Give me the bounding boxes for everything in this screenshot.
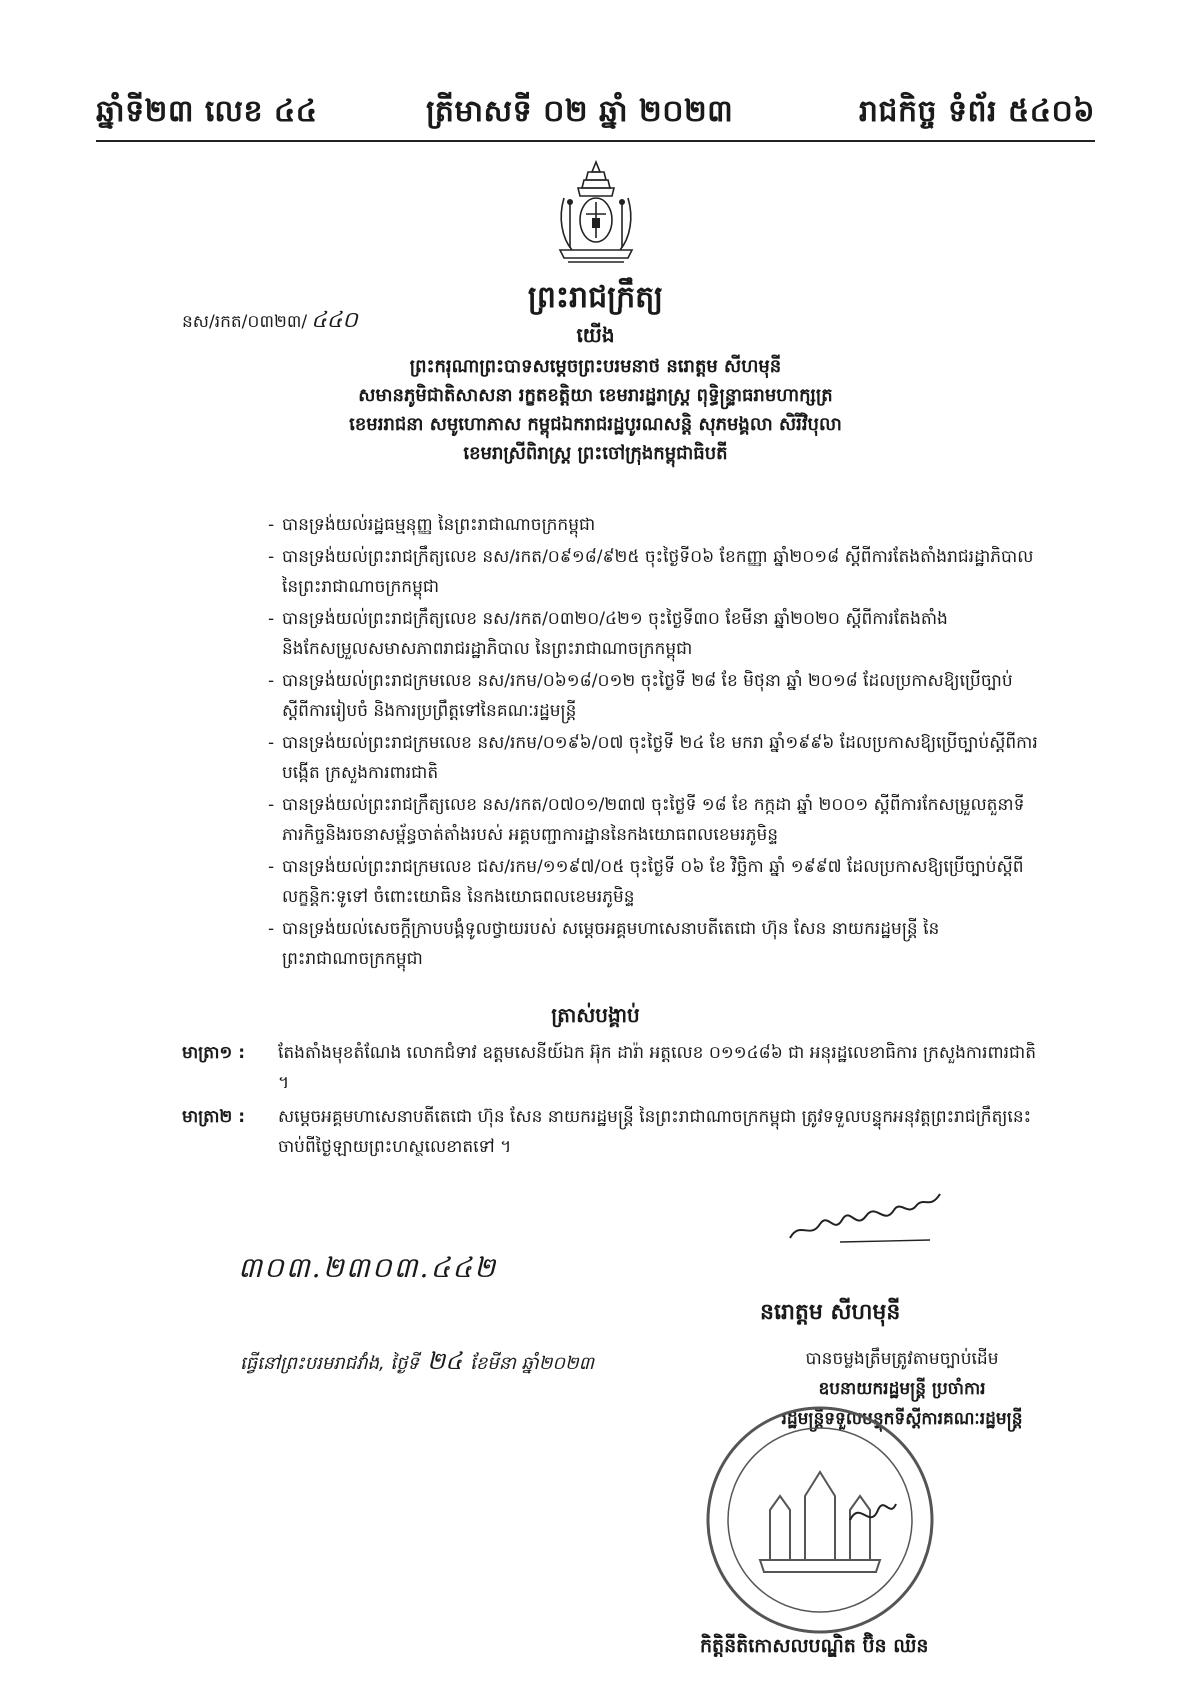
article-label: មាត្រា២ : bbox=[182, 1107, 246, 1127]
cert-line: រដ្ឋមន្ត្រីទទួលបន្ទុកទីស្តីការគណៈរដ្ឋមន្ត្រី bbox=[781, 1409, 1023, 1429]
place-date-suffix: ខែមីនា ឆ្នាំ២០២៣ bbox=[470, 1353, 595, 1374]
recital-item: - បានទ្រង់យល់ព្រះរាជក្រមលេខ ជស/រកម/១១៩៧/០៥ ចុះថ្ងៃទី ០៦ ខែ វិច្ឆិកា ឆ្នាំ ១៩៩៧ ដែលប្រកាសឱ្យប្រើច្បាប់ស្តីពីលក្ខន្តិកៈទូទៅ ចំពោះយោធិន នៃកងយោធពលខេមរភូមិន្ទ bbox=[268, 852, 1038, 912]
gazette-page: រាជកិច្ច ទំព័រ ៥៤០៦ bbox=[858, 94, 1095, 129]
decide-heading: ត្រាស់បង្គាប់ bbox=[551, 1003, 640, 1027]
gazette-quarter: ត្រីមាសទី ០២ ឆ្នាំ ២០២៣ bbox=[426, 94, 734, 129]
royal-signature-icon bbox=[780, 1180, 950, 1250]
recital-item: - បានទ្រង់យល់ព្រះរាជក្រមលេខ នស/រកម/០៦១៨/០១២ ចុះថ្ងៃទី ២៨ ខែ មិថុនា ឆ្នាំ ២០១៨ ដែលប្រកាសឱ្យប្រើច្បាប់ ស្តីពីការរៀបចំ និងការប្រព្រឹត្តទៅនៃគណៈរដ្ឋមន្ត្រី bbox=[268, 666, 1038, 726]
article-1 bbox=[182, 1038, 1042, 1098]
recital-item: - បានទ្រង់យល់ព្រះរាជក្រឹត្យលេខ នស/រកត/០៣២០/៤២១ ចុះថ្ងៃទី៣០ ខែមីនា ឆ្នាំ២០២០ ស្តីពីការតែងតាំង និងកែសម្រួលសមាសភាពរាជរដ្ឋាភិបាល នៃព្រះរាជាណាចក្រកម្ពុជា bbox=[268, 604, 1038, 664]
royal-title-line: ខេមររាជនា សមូហោភាស កម្ពុជឯករាជរដ្ឋបូរណសន្តិ សុភមង្គលា សិរីវិបុលា bbox=[349, 414, 842, 435]
cert-line: ឧបនាយករដ្ឋមន្ត្រី ប្រចាំការ bbox=[818, 1379, 986, 1399]
handwritten-reference: ៣០៣.២៣០៣.៤៤២ bbox=[238, 1251, 498, 1284]
place-date-prefix: ធ្វើនៅព្រះបរមរាជវាំង, ថ្ងៃទី bbox=[240, 1353, 419, 1374]
gazette-year-issue: ឆ្នាំទី២៣ លេខ ៤៤ bbox=[96, 94, 318, 129]
place-date-day: ២៤ bbox=[426, 1347, 463, 1375]
article-label: មាត្រា១ : bbox=[182, 1043, 246, 1063]
place-and-date bbox=[240, 1346, 594, 1381]
recital-item: - បានទ្រង់យល់សេចក្តីក្រាបបង្គំទូលថ្វាយរបស់ សម្តេចអគ្គមហាសេនាបតីតេជោ ហ៊ុន សែន នាយករដ្ឋមន្ត្រី នៃព្រះរាជាណាចក្រកម្ពុជា bbox=[268, 914, 1038, 974]
signer-name: នរោត្តម សីហមុនី bbox=[760, 1300, 901, 1325]
recital-item: - បានទ្រង់យល់ព្រះរាជក្រឹត្យលេខ នស/រកត/០៧០១/២៣៧ ចុះថ្ងៃទី ១៨ ខែ កក្កដា ឆ្នាំ ២០០១ ស្តីពីការកែសម្រួលតួនាទីភារកិច្ចនិងរចនាសម្ព័ន្ធចាត់តាំងរបស់ អគ្គបញ្ជាការដ្ឋាននៃកងយោធពលខេមរភូមិន្ទ bbox=[268, 790, 1038, 850]
decree-number-printed: នស/រកត/០៣២៣/ bbox=[182, 312, 308, 332]
decree-number-handwritten: ៤៤០ bbox=[311, 308, 358, 333]
certifying-official: កិត្តិនីតិកោសលបណ្ឌិត ប៊ិន ឈិន bbox=[700, 1635, 929, 1657]
royal-titles bbox=[0, 352, 1191, 468]
recital-item: - បានទ្រង់យល់ព្រះរាជក្រឹត្យលេខ នស/រកត/០៩១៨/៩២៥ ចុះថ្ងៃទី០៦ ខែកញ្ញា ឆ្នាំ២០១៨ ស្តីពីការតែងតាំងរាជរដ្ឋាភិបាល នៃព្រះរាជាណាចក្រកម្ពុជា bbox=[268, 542, 1038, 602]
decree-we: យើង bbox=[576, 323, 615, 347]
royal-title-line: ព្រះករុណាព្រះបាទសម្តេចព្រះបរមនាថ នរោត្តម សីហមុនី bbox=[409, 356, 782, 377]
decree-title: ព្រះរាជក្រឹត្យ bbox=[527, 280, 664, 315]
royal-title-line: សមានភូមិជាតិសាសនា រក្ខតខត្តិយា ខេមរារដ្ឋរាស្ត្រ ពុទ្ធិន្ទ្រាធរាមហាក្សត្រ bbox=[358, 385, 833, 406]
recital-item: - បានទ្រង់យល់រដ្ឋធម្មនុញ្ញ នៃព្រះរាជាណាចក្រកម្ពុជា bbox=[268, 510, 1038, 540]
article-2 bbox=[182, 1102, 1042, 1162]
recitals-list bbox=[268, 510, 1038, 976]
header-divider bbox=[96, 140, 1095, 142]
royal-title-line: ខេមរាស្រីពិរាស្ត្រ ព្រះចៅក្រុងកម្ពុជាធិបតី bbox=[463, 443, 728, 464]
cert-line: បានចម្លងត្រឹមត្រូវតាមច្បាប់ដើម bbox=[805, 1349, 999, 1369]
article-text: តែងតាំងមុខតំណែង លោកជំទាវ ឧត្តមសេនីយ៍ឯក អ៊ុក ដារ៉ា អត្តលេខ ០១១៤៨៦ ជា អនុរដ្ឋលេខាធិការ ក្រសួងការពារជាតិ ។ bbox=[278, 1043, 1037, 1093]
article-text: សម្តេចអគ្គមហាសេនាបតីតេជោ ហ៊ុន សែន នាយករដ្ឋមន្ត្រី នៃព្រះរាជាណាចក្រកម្ពុជា ត្រូវទទួលបន្ទុកអនុវត្តព្រះរាជក្រឹត្យនេះ ចាប់ពីថ្ងៃឡាយព្រះហស្ថលេខាតទៅ ។ bbox=[278, 1107, 1032, 1157]
gazette-header bbox=[96, 92, 1095, 136]
royal-coat-of-arms-icon bbox=[548, 158, 644, 268]
official-seal-icon bbox=[700, 1400, 940, 1640]
recital-item: - បានទ្រង់យល់ព្រះរាជក្រមលេខ នស/រកម/០១៩៦/០៧ ចុះថ្ងៃទី ២៤ ខែ មករា ឆ្នាំ១៩៩៦ ដែលប្រកាសឱ្យប្រើច្បាប់ស្តីពីការបង្កើត ក្រសួងការពារជាតិ bbox=[268, 728, 1038, 788]
